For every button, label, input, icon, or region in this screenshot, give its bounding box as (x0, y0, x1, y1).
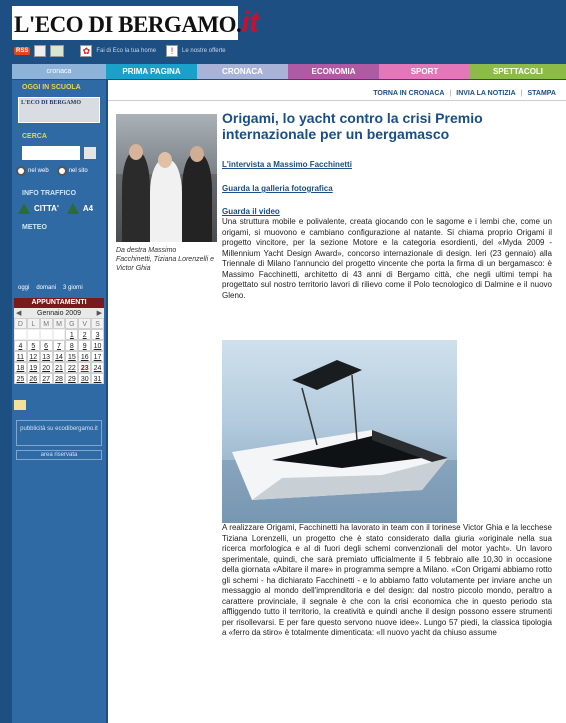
home-link[interactable]: Fai di Eco la tua home (96, 48, 157, 54)
calendar-day[interactable]: 12 (27, 351, 40, 362)
calendar-day[interactable]: 9 (78, 340, 91, 351)
calendar-weekday: D (14, 318, 27, 329)
article-title: Origami, lo yacht contro la crisi Premio internazionale per un bergamasco (222, 110, 483, 142)
radio-nel-web-label: nel web (28, 168, 49, 174)
search-input[interactable] (22, 146, 80, 160)
meteo-oggi-link[interactable]: oggi (18, 285, 30, 291)
mail-icon[interactable] (34, 45, 46, 57)
yacht-drawing (222, 340, 457, 523)
calendar-day[interactable]: 18 (14, 362, 27, 373)
logo-main-text: L'ECO DI BERGAMO. (14, 12, 242, 37)
calendar-empty-cell (27, 329, 40, 340)
top-toolbar (14, 44, 232, 58)
search-scope (16, 166, 106, 176)
pubblicita-link[interactable]: pubblicità su ecodibergamo.it (16, 420, 102, 446)
calendar-day[interactable]: 14 (53, 351, 66, 362)
calendar-weekday: M (53, 318, 66, 329)
calendar-day[interactable]: 27 (40, 373, 53, 384)
traffic-a4-icon[interactable] (67, 203, 79, 214)
search-button[interactable] (84, 147, 96, 159)
tab-prima-pagina[interactable]: PRIMA PAGINA (106, 64, 197, 79)
photo-caption: Da destra Massimo Facchinetti, Tiziana Lorenzelli e Victor Ghia (116, 247, 214, 272)
calendar-empty-cell (40, 329, 53, 340)
calendar-day[interactable]: 1 (65, 329, 78, 340)
home-icon[interactable]: ✿ (80, 45, 92, 57)
tab-cronaca-section[interactable]: cronaca (12, 64, 106, 79)
calendar-weekday: M (40, 318, 53, 329)
calendar-day[interactable]: 17 (91, 351, 104, 362)
radio-nel-sito[interactable] (57, 166, 67, 176)
calendar-day[interactable]: 19 (27, 362, 40, 373)
video-link[interactable]: Guarda il video (222, 207, 280, 216)
traffic-a4-link[interactable]: A4 (82, 204, 94, 213)
calendar-next-icon[interactable]: ▶ (96, 310, 102, 317)
stampa-link[interactable]: STAMPA (527, 90, 556, 97)
article-paragraph-1: Una struttura mobile e polivalente, creata giocando con le sagome e i lembi che, come un origami, si muovono e cambiano configurazione al natante. Si chiama proprio Origami il progetto vincitore, per la sezione Motore e la categoria esordienti, del «Myda 2009 - Millennium Yacht Design Award», concorso internazionale di design. Ieri (23 gennaio) alla Triennale di Milano l'annuncio del progetto vincente che porta la firma di un bergamasco: è Massimo Facchinetti, architetto di 43 anni di Bergamo città, che negli ultimi tempi ha progettato sul nostro territorio lavori di rilievo come il Polo tecnologico di Dalmine e il nuovo Gleno. (222, 217, 552, 300)
cerca-heading: CERCA (22, 133, 47, 140)
oggi-scuola-heading[interactable]: OGGI IN SCUOLA (22, 84, 81, 91)
traffic-citta-icon[interactable] (18, 203, 30, 214)
calendar-day[interactable]: 15 (65, 351, 78, 362)
main-nav (12, 64, 566, 79)
calendar-day[interactable]: 16 (78, 351, 91, 362)
traffic-citta-link[interactable]: CITTA' (34, 204, 59, 213)
gallery-link[interactable]: Guarda la galleria fotografica (222, 184, 333, 193)
torna-cronaca-link[interactable]: TORNA IN CRONACA (373, 90, 445, 97)
calendar-day[interactable]: 10 (91, 340, 104, 351)
tab-spettacoli[interactable]: SPETTACOLI (470, 64, 566, 79)
calendar-month-bar (14, 308, 104, 318)
meteo-heading: METEO (22, 224, 47, 231)
info-traffico-heading: INFO TRAFFICO (22, 190, 77, 197)
traffic-links (18, 203, 106, 214)
calendar-empty-cell (14, 329, 27, 340)
calendar-month: Gennaio 2009 (37, 309, 81, 317)
scuola-box-title: L'ECO DI BERGAMO (21, 100, 82, 106)
calendar-weekday: L (27, 318, 40, 329)
area-riservata-link[interactable]: area riservata (16, 450, 102, 460)
calendar-day[interactable]: 3 (91, 329, 104, 340)
calendar-title: APPUNTAMENTI (14, 298, 104, 308)
calendar-day[interactable]: 13 (40, 351, 53, 362)
calendar-day[interactable]: 25 (14, 373, 27, 384)
article-paragraph-2: A realizzare Origami, Facchinetti ha lavorato in team con il torinese Victor Ghia e la lecchese Tiziana Lorenzelli, un progetto che è stato considerato dalla giuria «originale nella sua ricerca morfologica e al di fuori degli schemi convenzionali del motor yacht». Un lavoro sperimentale, quindi, che sarà premiato ufficialmente il 5 febbraio alle 10,30 in occasione della giornata «Abitare il mare» in programma sempre a Milano. «Con Origami abbiamo rotto gli schemi - ha dichiarato Facchinetti - e lo abbiamo fatto volutamente per inviare anche un messaggio al mondo dell'imprenditoria e del design: dal nostro piccolo mondo, peraltro a carattere provinciale, il segnale è che con la crisi economica che in questo periodo sta affliggendo tutto il territorio, la creatività e quindi anche il design possono essere strumenti per risollevarsi. E per fare questo servono nuove idee». Lungo 57 piedi, la classica tipologia a «ferro da stiro» è totalmente dimenticata: «Il nuovo yacht da chiuso assume (222, 523, 552, 637)
meteo-domani-link[interactable]: domani (36, 285, 57, 291)
calendar-day[interactable]: 7 (53, 340, 66, 351)
calendar-weekday: S (91, 318, 104, 329)
article-photo (116, 114, 217, 242)
interview-link[interactable]: L'intervista a Massimo Facchinetti (222, 160, 352, 169)
meteo-links (18, 285, 83, 291)
left-sidebar (12, 80, 106, 723)
calendar-day[interactable]: 8 (65, 340, 78, 351)
calendar-day[interactable]: 30 (78, 373, 91, 384)
calendar-day[interactable]: 23 (78, 362, 91, 373)
calendar-day[interactable]: 20 (40, 362, 53, 373)
offer-icon[interactable]: ! (166, 45, 178, 57)
offers-link[interactable]: Le nostre offerte (182, 48, 226, 54)
calendar-empty-cell (53, 329, 66, 340)
calendar-flag-icon[interactable] (14, 400, 26, 410)
tab-sport[interactable]: SPORT (379, 64, 470, 79)
calendar-day[interactable]: 5 (27, 340, 40, 351)
article-tools: TORNA IN CRONACA | INVIA LA NOTIZIA | STAMPA (373, 90, 556, 97)
calendar (14, 298, 104, 384)
divider (108, 100, 566, 101)
calendar-day[interactable]: 6 (40, 340, 53, 351)
article-main (108, 80, 566, 723)
logo[interactable] (12, 6, 259, 40)
calendar-day[interactable]: 31 (91, 373, 104, 384)
scuola-newspaper-thumb[interactable] (18, 97, 100, 123)
calendar-prev-icon[interactable]: ◀ (16, 310, 22, 317)
tab-cronaca[interactable]: CRONACA (197, 64, 288, 79)
mobile-icon[interactable] (50, 45, 64, 57)
calendar-grid (14, 318, 104, 384)
radio-nel-sito-label: nel sito (68, 168, 88, 174)
invia-notizia-link[interactable]: INVIA LA NOTIZIA (456, 90, 516, 97)
calendar-day[interactable]: 28 (53, 373, 66, 384)
calendar-day[interactable]: 24 (91, 362, 104, 373)
logo-it-text: it (241, 6, 259, 39)
yacht-image (222, 340, 457, 523)
calendar-day[interactable]: 11 (14, 351, 27, 362)
calendar-weekday: G (65, 318, 78, 329)
tab-economia[interactable]: ECONOMIA (288, 64, 379, 79)
calendar-day[interactable]: 4 (14, 340, 27, 351)
calendar-day[interactable]: 21 (53, 362, 66, 373)
rss-icon[interactable]: RSS (16, 48, 29, 54)
calendar-day[interactable]: 26 (27, 373, 40, 384)
calendar-day[interactable]: 2 (78, 329, 91, 340)
radio-nel-web[interactable] (16, 166, 26, 176)
calendar-weekday: V (78, 318, 91, 329)
calendar-day[interactable]: 29 (65, 373, 78, 384)
calendar-day[interactable]: 22 (65, 362, 78, 373)
meteo-3giorni-link[interactable]: 3 giorni (63, 285, 83, 291)
